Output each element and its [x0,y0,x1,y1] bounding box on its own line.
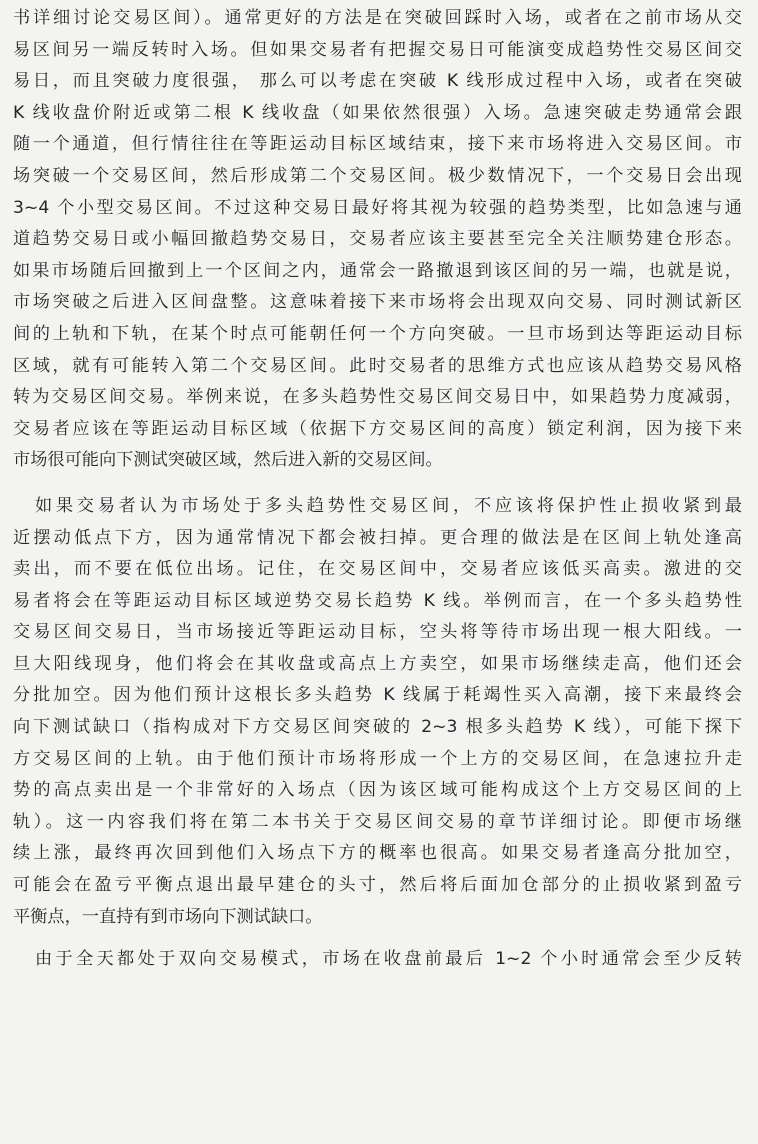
text-line: 由于全天都处于双向交易模式，市场在收盘前最后 1~2 个小时通常会至少反转 [35,949,742,970]
text-line: 如果市场随后回撤到上一个区间之内，通常会一路撤退到该区间的另一端，也就是说， [13,260,742,281]
text-line: 易者将会在等距运动目标区域逆势交易长趋势 K 线。举例而言，在一个多头趋势性 [13,590,742,611]
text-line: 旦大阳线现身，他们将会在其收盘或高点上方卖空，如果市场继续走高，他们还会 [13,653,742,674]
text-line: 市场突破之后进入区间盘整。这意味着接下来市场将会出现双向交易、同时测试新区 [13,292,742,313]
text-line: 道趋势交易日或小幅回撤趋势交易日，交易者应该主要甚至完全关注顺势建仓形态。 [13,229,742,250]
text-line: 分批加空。因为他们预计这根长多头趋势 K 线属于耗竭性买入高潮，接下来最终会 [13,685,742,706]
paragraph-bull-trend-trading-range [13,491,742,933]
text-line: 如果交易者认为市场处于多头趋势性交易区间，不应该将保护性止损收紧到最 [35,495,742,516]
text-line: 易区间另一端反转时入场。但如果交易者有把握交易日可能演变成趋势性交易区间交 [13,39,742,60]
text-line: 向下测试缺口（指构成对下方交易区间突破的 2~3 根多头趋势 K 线），可能下探下 [13,717,742,738]
text-line: 可能会在盈亏平衡点退出最早建仓的头寸，然后将后面加仓部分的止损收紧到盈亏 [13,875,742,896]
text-line: 卖出，而不要在低位出场。记住，在交易区间中，交易者应该低买高卖。激进的交 [13,559,742,580]
text-line: 易日，而且突破力度很强， 那么可以考虑在突破 K 线形成过程中入场，或者在突破 [13,71,742,92]
text-line: 3~4 个小型交易区间。不过这种交易日最好将其视为较强的趋势类型，比如急速与通 [13,197,742,218]
text-line: 市场很可能向下测试突破区域，然后进入新的交易区间。 [13,450,443,471]
text-line: 区域，就有可能转入第二个交易区间。此时交易者的思维方式也应该从趋势交易风格 [13,355,742,376]
text-line: 方交易区间的上轨。由于他们预计市场将形成一个上方的交易区间，在急速拉升走 [13,748,742,769]
paragraph-two-sided-trading [13,944,742,976]
paragraph-spacer [13,933,742,944]
text-line: K 线收盘价附近或第二根 K 线收盘（如果依然很强）入场。急速突破走势通常会跟 [13,102,742,123]
text-line: 间的上轨和下轨，在某个时点可能朝任何一个方向突破。一旦市场到达等距运动目标 [13,323,742,344]
text-line: 书详细讨论交易区间）。通常更好的方法是在突破回踩时入场，或者在之前市场从交 [13,8,742,28]
paragraph-spacer [13,477,742,491]
text-line: 续上涨，最终再次回到他们入场点下方的概率也很高。如果交易者逢高分批加空， [13,843,742,864]
text-line: 平衡点，一直持有到市场向下测试缺口。 [13,906,323,927]
text-line: 随一个通道，但行情往往在等距运动目标区域结束，接下来市场将进入交易区间。市 [13,134,742,155]
text-line: 转为交易区间交易。举例来说，在多头趋势性交易区间交易日中，如果趋势力度减弱， [13,387,742,408]
text-line: 交易区间交易日，当市场接近等距运动目标，空头将等待市场出现一根大阳线。一 [13,622,742,643]
text-line: 轨）。这一内容我们将在第二本书关于交易区间交易的章节详细讨论。即便市场继 [13,811,742,832]
text-line: 场突破一个交易区间，然后形成第二个交易区间。极少数情况下，一个交易日会出现 [13,165,742,186]
text-line: 势的高点卖出是一个非常好的入场点（因为该区域可能构成这个上方交易区间的上 [13,780,742,801]
text-line: 交易者应该在等距运动目标区域（依据下方交易区间的高度）锁定利润，因为接下来 [13,418,742,439]
paragraph-trading-range-breakout [13,3,742,477]
text-line: 近摆动低点下方，因为通常情况下都会被扫掉。更合理的做法是在区间上轨处逢高 [13,527,742,548]
